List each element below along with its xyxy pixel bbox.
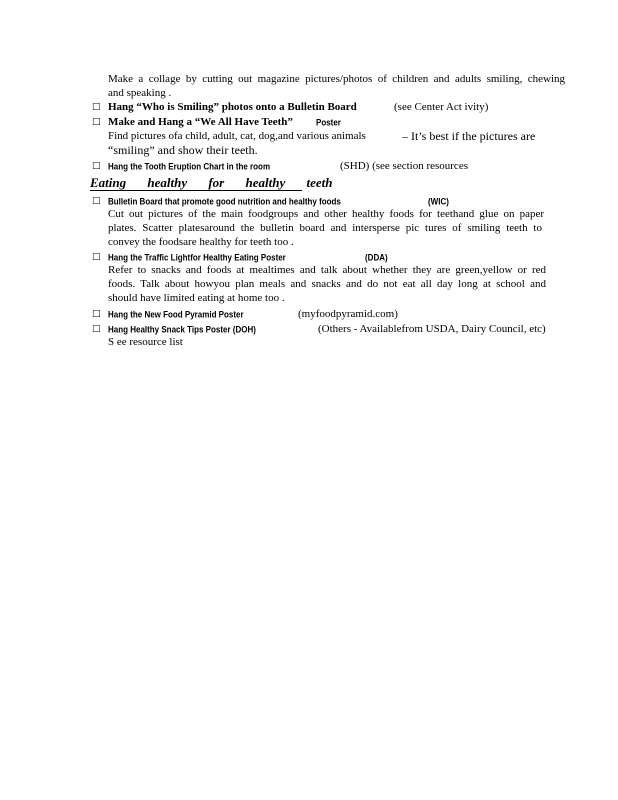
- poster-word: Poster: [316, 117, 341, 128]
- smiling-bulletin-title: Hang “Who is Smiling” photos onto a Bulletin Board: [108, 101, 357, 113]
- nutrition-text-line-1: Cut out pictures of the main foodgroups and other healthy foods for teethand glue on paper: [108, 208, 544, 220]
- nutrition-bulletin-org: (WIC): [428, 196, 449, 207]
- bullet-marker: □: [92, 309, 101, 319]
- collage-text-line-1: Make a collage by cutting out magazine pictures/photos of children and adults smiling, chewing: [108, 73, 565, 85]
- traffic-text-line-1: Refer to snacks and foods at mealtimes and talk about whether they are green,yellow or red: [108, 264, 546, 276]
- nutrition-text-line-2: plates. Scatter platesaround the bulletin board and intersperse pic tures of smiling teeth to: [108, 222, 542, 234]
- teeth-poster-title: Make and Hang a “We All Have Teeth”: [108, 116, 293, 128]
- teeth-text-line-1-tail: – It’s best if the pictures are: [402, 129, 536, 143]
- eruption-chart-label: Hang the Tooth Eruption Chart in the room: [108, 161, 271, 172]
- section-heading: Eating healthy for healthy teeth: [90, 175, 333, 190]
- snack-tips-line-2: S ee resource list: [108, 336, 183, 348]
- traffic-light-org: (DDA): [365, 252, 388, 263]
- nutrition-bulletin-label: Bulletin Board that promote good nutrition and healthy foods: [108, 196, 341, 207]
- traffic-text-line-2: foods. Talk about howyou plan meals and snacks and do not eat all day long at school and: [108, 278, 546, 290]
- bullet-marker: □: [92, 252, 101, 262]
- bullet-marker: □: [92, 117, 101, 127]
- bullet-marker: □: [92, 324, 101, 334]
- bullet-marker: □: [92, 102, 101, 112]
- eruption-chart-note: (SHD) (see section resources: [340, 160, 468, 172]
- snack-tips-note: (Others - Availablefrom USDA, Dairy Council, etc): [318, 323, 546, 335]
- collage-text-line-2: and speaking .: [108, 87, 172, 99]
- nutrition-text-line-3: convey the foodsare healthy for teeth too .: [108, 236, 294, 248]
- teeth-poster-label: [316, 116, 341, 129]
- smiling-bulletin-note: (see Center Act ivity): [394, 101, 489, 113]
- food-pyramid-label: Hang the New Food Pyramid Poster: [108, 309, 244, 320]
- bullet-marker: □: [92, 161, 101, 171]
- teeth-text-line-2: “smiling” and show their teeth.: [108, 143, 258, 157]
- bullet-marker: □: [92, 196, 101, 206]
- food-pyramid-note: (myfoodpyramid.com): [298, 308, 398, 320]
- teeth-text-line-1: Find pictures ofa child, adult, cat, dog,and various animals: [108, 130, 366, 142]
- traffic-light-label: Hang the Traffic Lightfor Healthy Eating Poster: [108, 252, 286, 263]
- traffic-text-line-3: should have limited eating at home too .: [108, 292, 285, 304]
- snack-tips-label: Hang Healthy Snack Tips Poster (DOH): [108, 324, 256, 335]
